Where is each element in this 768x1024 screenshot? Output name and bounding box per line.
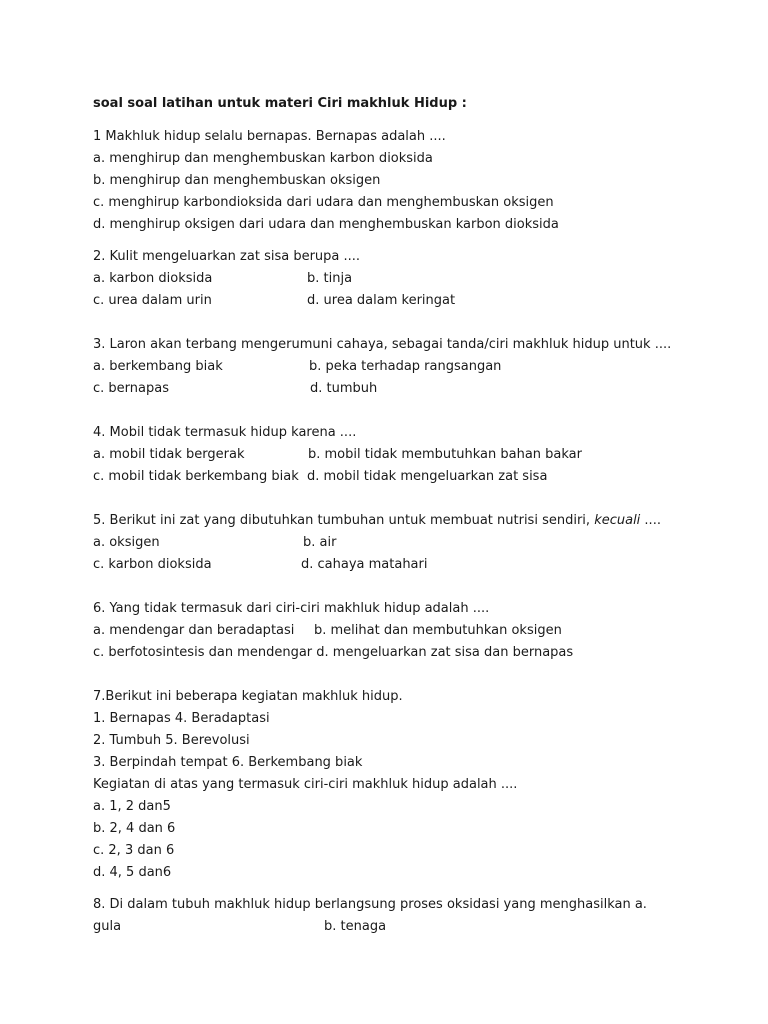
question-1-option-a: a. menghirup dan menghembuskan karbon dioksida (93, 151, 433, 166)
question-2-option-a: a. karbon dioksida (93, 271, 213, 286)
question-7-item: 1. Bernapas 4. Beradaptasi (93, 711, 270, 726)
question-8-text: 8. Di dalam tubuh makhluk hidup berlangsung proses oksidasi yang menghasilkan a. (93, 897, 647, 912)
question-2-option-c: c. urea dalam urin (93, 293, 212, 308)
question-2-options-ab (93, 268, 733, 290)
question-4-option-a: a. mobil tidak bergerak (93, 447, 245, 462)
question-3-options-ab (93, 356, 733, 378)
question-6-options-cd: c. berfotosintesis dan mendengar d. mengeluarkan zat sisa dan bernapas (93, 645, 574, 660)
question-7-option-d: d. 4, 5 dan6 (93, 865, 172, 880)
question-4-option-d: d. mobil tidak mengeluarkan zat sisa (307, 469, 548, 484)
question-2-option-b: b. tinja (307, 271, 353, 286)
question-7-option-c: c. 2, 3 dan 6 (93, 843, 175, 858)
document-title: soal soal latihan untuk materi Ciri makhluk Hidup : (93, 96, 467, 111)
question-5-option-b: b. air (303, 535, 337, 550)
question-3-option-b: b. peka terhadap rangsangan (309, 359, 502, 374)
question-7-option-a: a. 1, 2 dan5 (93, 799, 171, 814)
question-7-prompt: Kegiatan di atas yang termasuk ciri-ciri makhluk hidup adalah .... (93, 777, 518, 792)
question-4-options-cd (93, 466, 733, 488)
question-4-text: 4. Mobil tidak termasuk hidup karena .... (93, 425, 357, 440)
question-3-option-a: a. berkembang biak (93, 359, 223, 374)
question-8-option-b: b. tenaga (324, 919, 387, 934)
question-2-text: 2. Kulit mengeluarkan zat sisa berupa .... (93, 249, 361, 264)
question-5-option-d: d. cahaya matahari (301, 557, 428, 572)
question-5-text-start: 5. Berikut ini zat yang dibutuhkan tumbuhan untuk membuat nutrisi sendiri, (93, 513, 595, 528)
question-4-option-b: b. mobil tidak membutuhkan bahan bakar (308, 447, 582, 462)
question-8-options-ab (93, 916, 733, 938)
question-5-options-ab (93, 532, 733, 554)
question-2-options-cd (93, 290, 733, 312)
question-1-option-c: c. menghirup karbondioksida dari udara dan menghembuskan oksigen (93, 195, 554, 210)
question-7-item: 2. Tumbuh 5. Berevolusi (93, 733, 250, 748)
document-page (93, 93, 733, 938)
question-5-options-cd (93, 554, 733, 576)
question-6-option-a: a. mendengar dan beradaptasi (93, 623, 295, 638)
question-2-option-d: d. urea dalam keringat (307, 293, 456, 308)
question-5-option-a: a. oksigen (93, 535, 160, 550)
question-4-options-ab (93, 444, 733, 466)
question-5-option-c: c. karbon dioksida (93, 557, 212, 572)
question-7-item: 3. Berpindah tempat 6. Berkembang biak (93, 755, 363, 770)
question-1-option-d: d. menghirup oksigen dari udara dan menghembuskan karbon dioksida (93, 217, 559, 232)
question-3-text: 3. Laron akan terbang mengerumuni cahaya, sebagai tanda/ciri makhluk hidup untuk .... (93, 337, 672, 352)
question-6-text: 6. Yang tidak termasuk dari ciri-ciri makhluk hidup adalah .... (93, 601, 490, 616)
question-4-option-c: c. mobil tidak berkembang biak (93, 469, 299, 484)
question-5-text (93, 510, 733, 532)
question-3-option-c: c. bernapas (93, 381, 169, 396)
question-3-option-d: d. tumbuh (310, 381, 378, 396)
question-7-text: 7.Berikut ini beberapa kegiatan makhluk hidup. (93, 689, 403, 704)
question-3-options-cd (93, 378, 733, 400)
question-5-text-end: .... (640, 513, 661, 528)
question-8-option-a: gula (93, 919, 122, 934)
question-7-option-b: b. 2, 4 dan 6 (93, 821, 176, 836)
question-6-option-b: b. melihat dan membutuhkan oksigen (314, 623, 562, 638)
question-1-text: 1 Makhluk hidup selalu bernapas. Bernapas adalah .... (93, 129, 446, 144)
question-5-text-emphasis: kecuali (594, 513, 641, 528)
question-6-options-ab (93, 620, 733, 642)
question-1-option-b: b. menghirup dan menghembuskan oksigen (93, 173, 381, 188)
